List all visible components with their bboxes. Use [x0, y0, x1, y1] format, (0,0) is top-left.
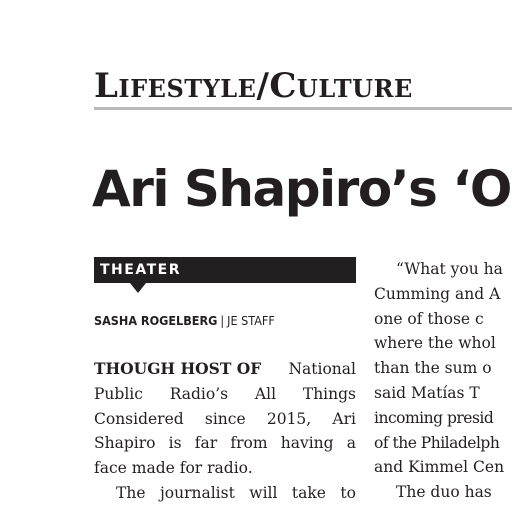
byline-affiliation: JE STAFF	[227, 313, 275, 328]
text-line: The journalist will take to	[116, 483, 356, 502]
text-line: of the Philadelph	[374, 433, 500, 452]
section-title: Lifestyle/Culture	[94, 66, 413, 106]
text-line: face made for radio.	[94, 459, 253, 478]
text-line	[94, 357, 356, 382]
text-line: The duo has	[396, 483, 492, 502]
byline-author: SASHA ROGELBERG	[94, 313, 218, 328]
text-line: one of those c	[374, 309, 484, 328]
kicker-label: THEATER	[100, 262, 181, 278]
text-line: Public Radio’s All Things	[94, 384, 356, 403]
text-line: said Matías T	[374, 383, 480, 402]
text-line: Considered since 2015, Ari	[94, 409, 356, 428]
text-line: Shapiro is far from having a	[94, 434, 356, 453]
kicker-bar	[94, 257, 356, 283]
right-column	[374, 257, 512, 505]
article-headline: Ari Shapiro’s ‘O	[92, 160, 511, 218]
text-fragment: National	[288, 360, 356, 378]
kicker-notch	[130, 283, 146, 293]
byline	[94, 311, 275, 331]
section-rule	[94, 107, 512, 110]
left-column	[94, 357, 356, 506]
text-line: “What you ha	[396, 260, 503, 278]
text-line: and Kimmel Cen	[374, 458, 505, 477]
lead-in: THOUGH HOST OF	[94, 359, 262, 378]
text-line: than the sum o	[374, 359, 492, 378]
text-line: Cumming and A	[374, 284, 501, 303]
text-line: where the whol	[374, 334, 496, 353]
text-line: incoming presid	[374, 408, 494, 427]
byline-separator: |	[220, 313, 225, 328]
section-header	[94, 66, 512, 110]
